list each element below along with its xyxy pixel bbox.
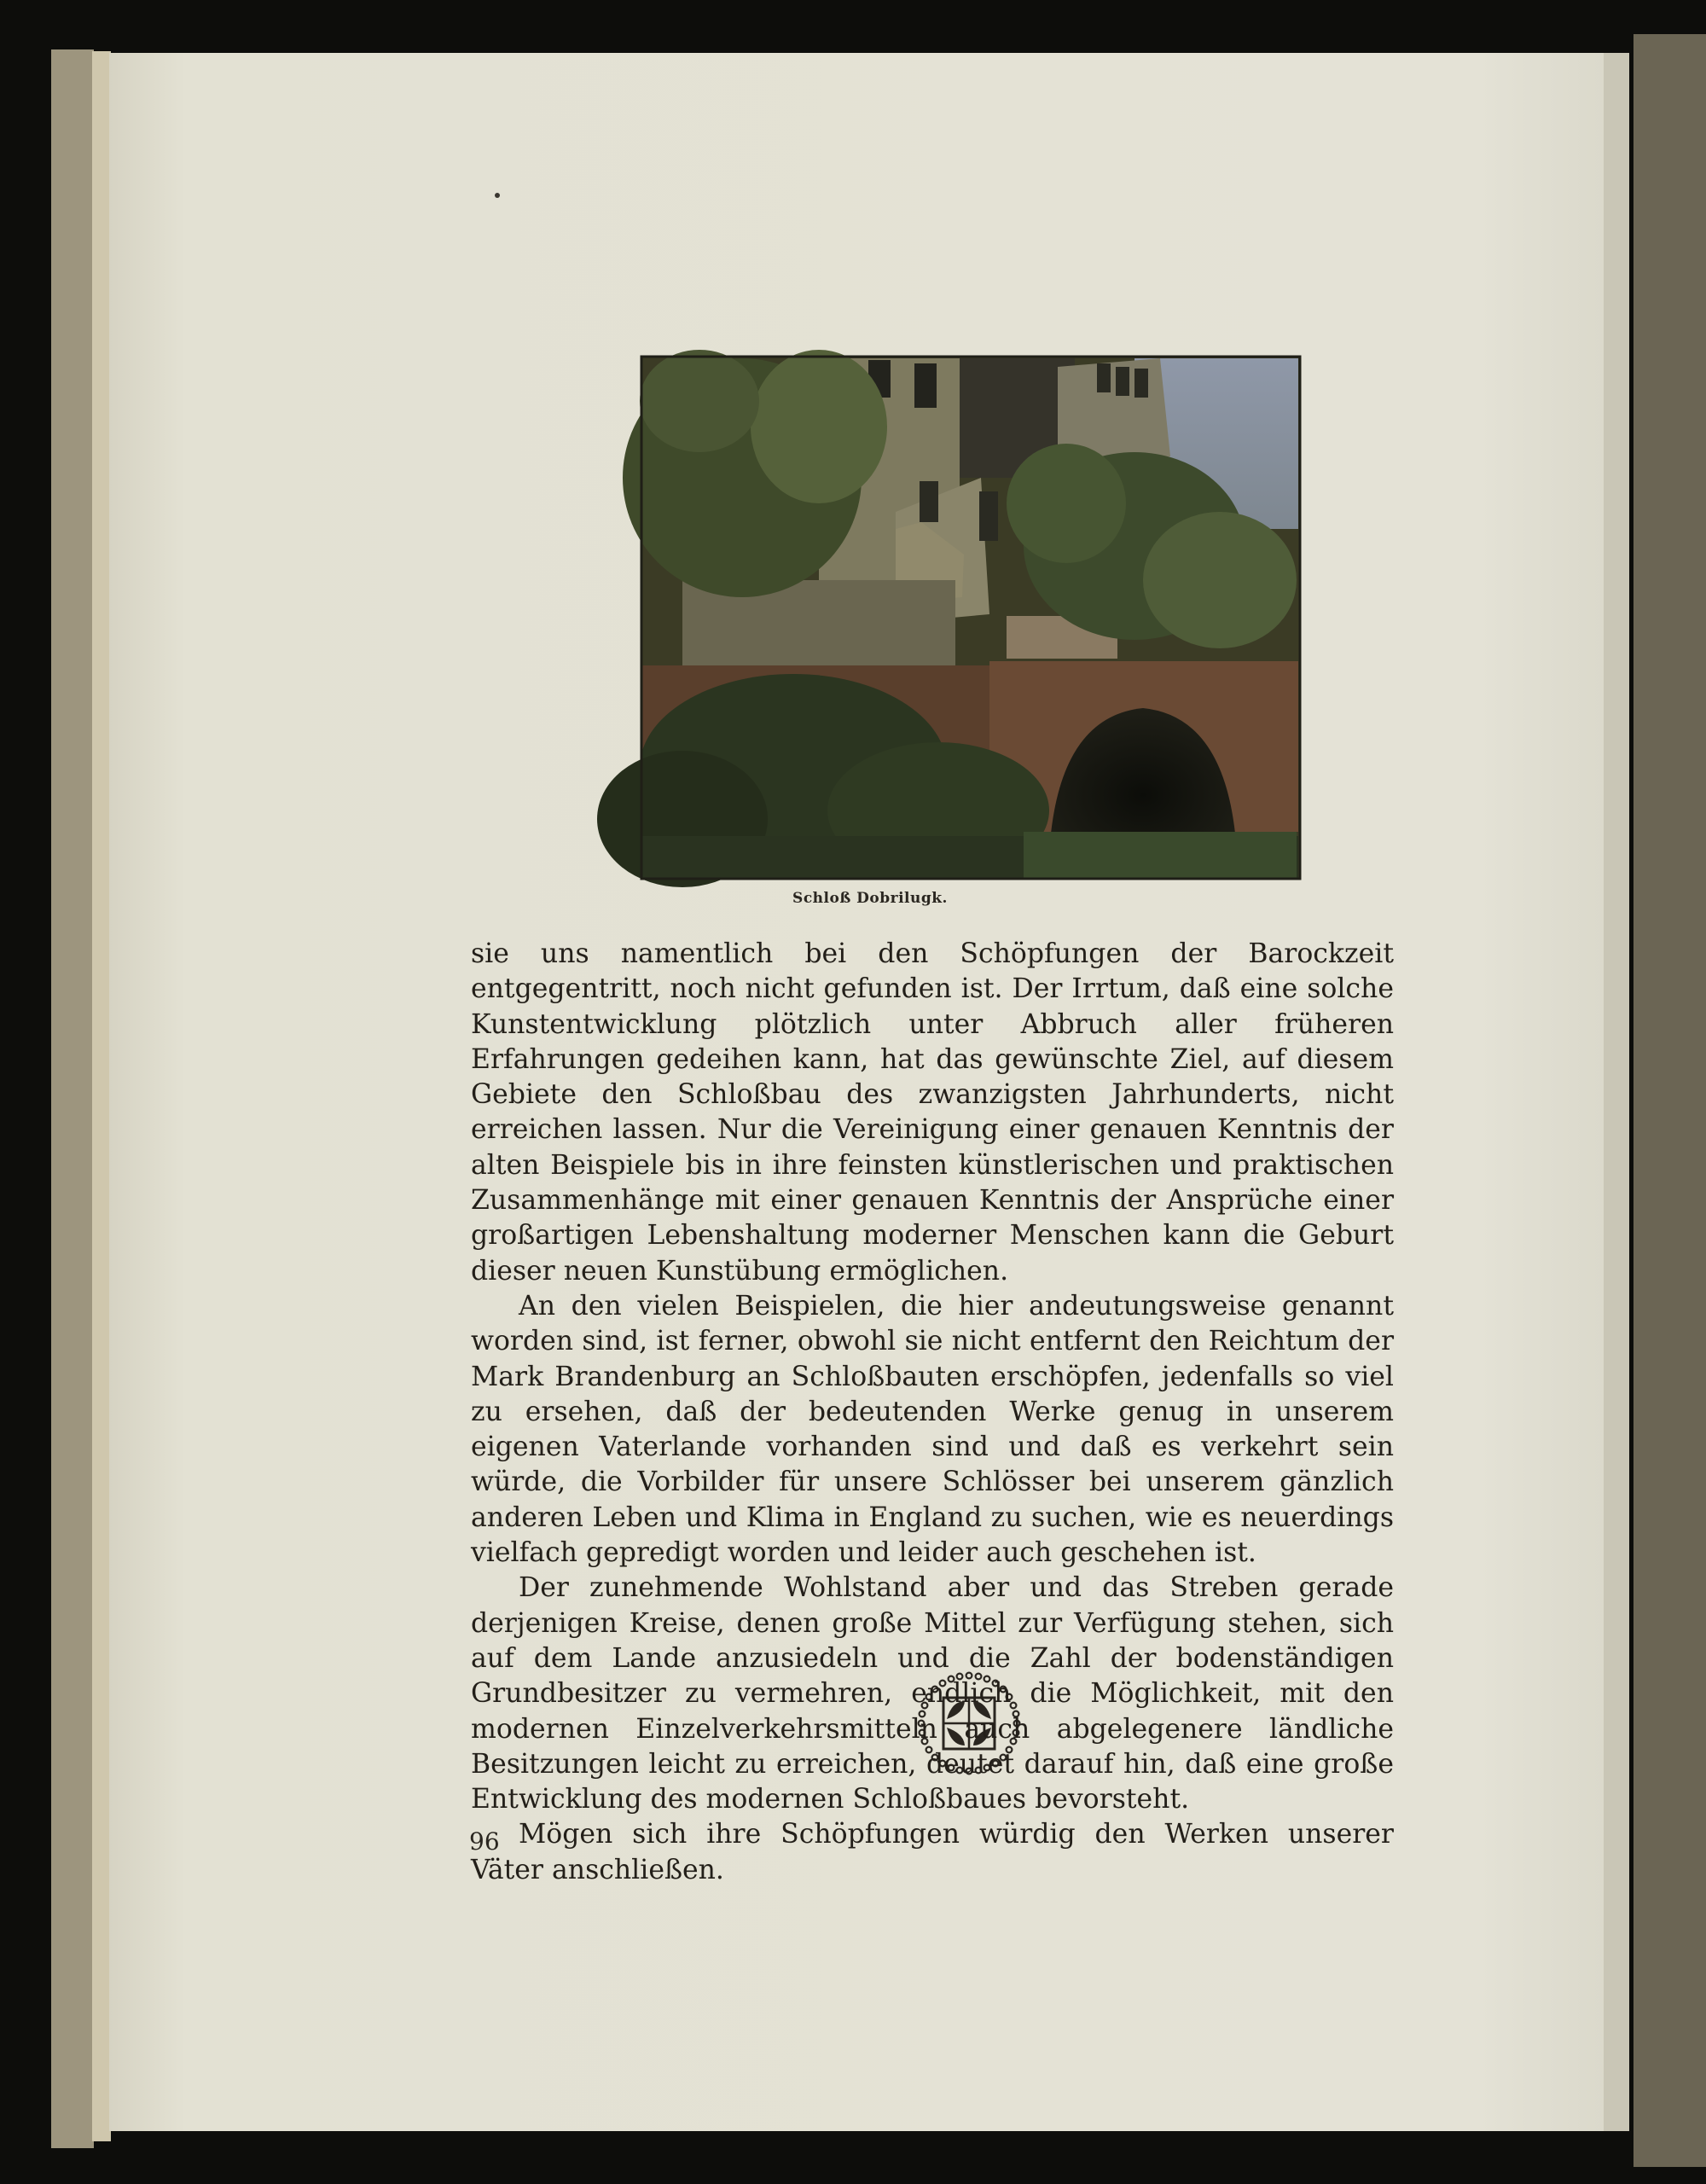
paragraph: sie uns namentlich bei den Schöpfungen der Barockzeit entgegentritt, noch nicht gefunden ist. Der Irrtum, daß eine solche Kunstentwicklung plötzlich unter Abbruch aller früheren Erfahrungen gedeihen kann, hat das gewünschte Ziel, auf diesem Gebiete den Schloßbau des zwanzigsten Jahrhunderts, nicht erreichen lassen. Nur die Vereinigung einer genauen Kenntnis der alten Beispiele bis in ihre feinsten künstlerischen und praktischen Zusammenhänge mit einer genauen Kenntnis der Ansprüche einer großartigen Lebenshaltung moderner Menschen kann die Geburt dieser neuen Kunstübung ermöglichen. bbox=[471, 938, 1394, 1287]
body-text bbox=[471, 937, 1394, 1888]
figure-caption: Schloß Dobrilugk. bbox=[792, 890, 948, 907]
gutter-shadow bbox=[1604, 53, 1629, 2131]
page-stack-edge bbox=[92, 51, 111, 2141]
photo-schloss-dobrilugk bbox=[597, 350, 1300, 887]
book-cover-right bbox=[1633, 34, 1706, 2167]
paragraph: An den vielen Beispielen, die hier andeutungsweise genannt worden sind, ist ferner, obwohl sie nicht entfernt den Reichtum der Mark Brandenburg an Schloßbauten erschöpfen, jedenfalls so viel zu ersehen, daß der bedeutenden Werke genug in unserem eigenen Vaterlande vorhanden sind und daß es verkehrt sein würde, die Vorbilder für unsere Schlösser bei unserem gänzlich anderen Leben und Klima in England zu suchen, wie es neuerdings vielfach gepredigt worden und leider auch geschehen ist. bbox=[471, 1290, 1394, 1569]
paragraph: Der zunehmende Wohlstand aber und das Streben gerade derjenigen Kreise, denen große Mittel zur Verfügung stehen, sich auf dem Lande anzusiedeln und die Zahl der bodenständigen Grundbesitzer zu vermehren, endlich die Möglichkeit, mit den modernen Einzelverkehrsmitteln auch abgelegenere ländliche Besitzungen leicht zu erreichen, deutet darauf hin, daß eine große Entwicklung des modernen Schloßbaues bevorsteht. bbox=[471, 1572, 1394, 1815]
book-cover-left bbox=[51, 49, 94, 2148]
page-number: 96 bbox=[469, 1827, 500, 1856]
page-speck bbox=[495, 193, 500, 198]
paragraph: Mögen sich ihre Schöpfungen würdig den Werken unserer Väter anschließen. bbox=[471, 1819, 1394, 1885]
